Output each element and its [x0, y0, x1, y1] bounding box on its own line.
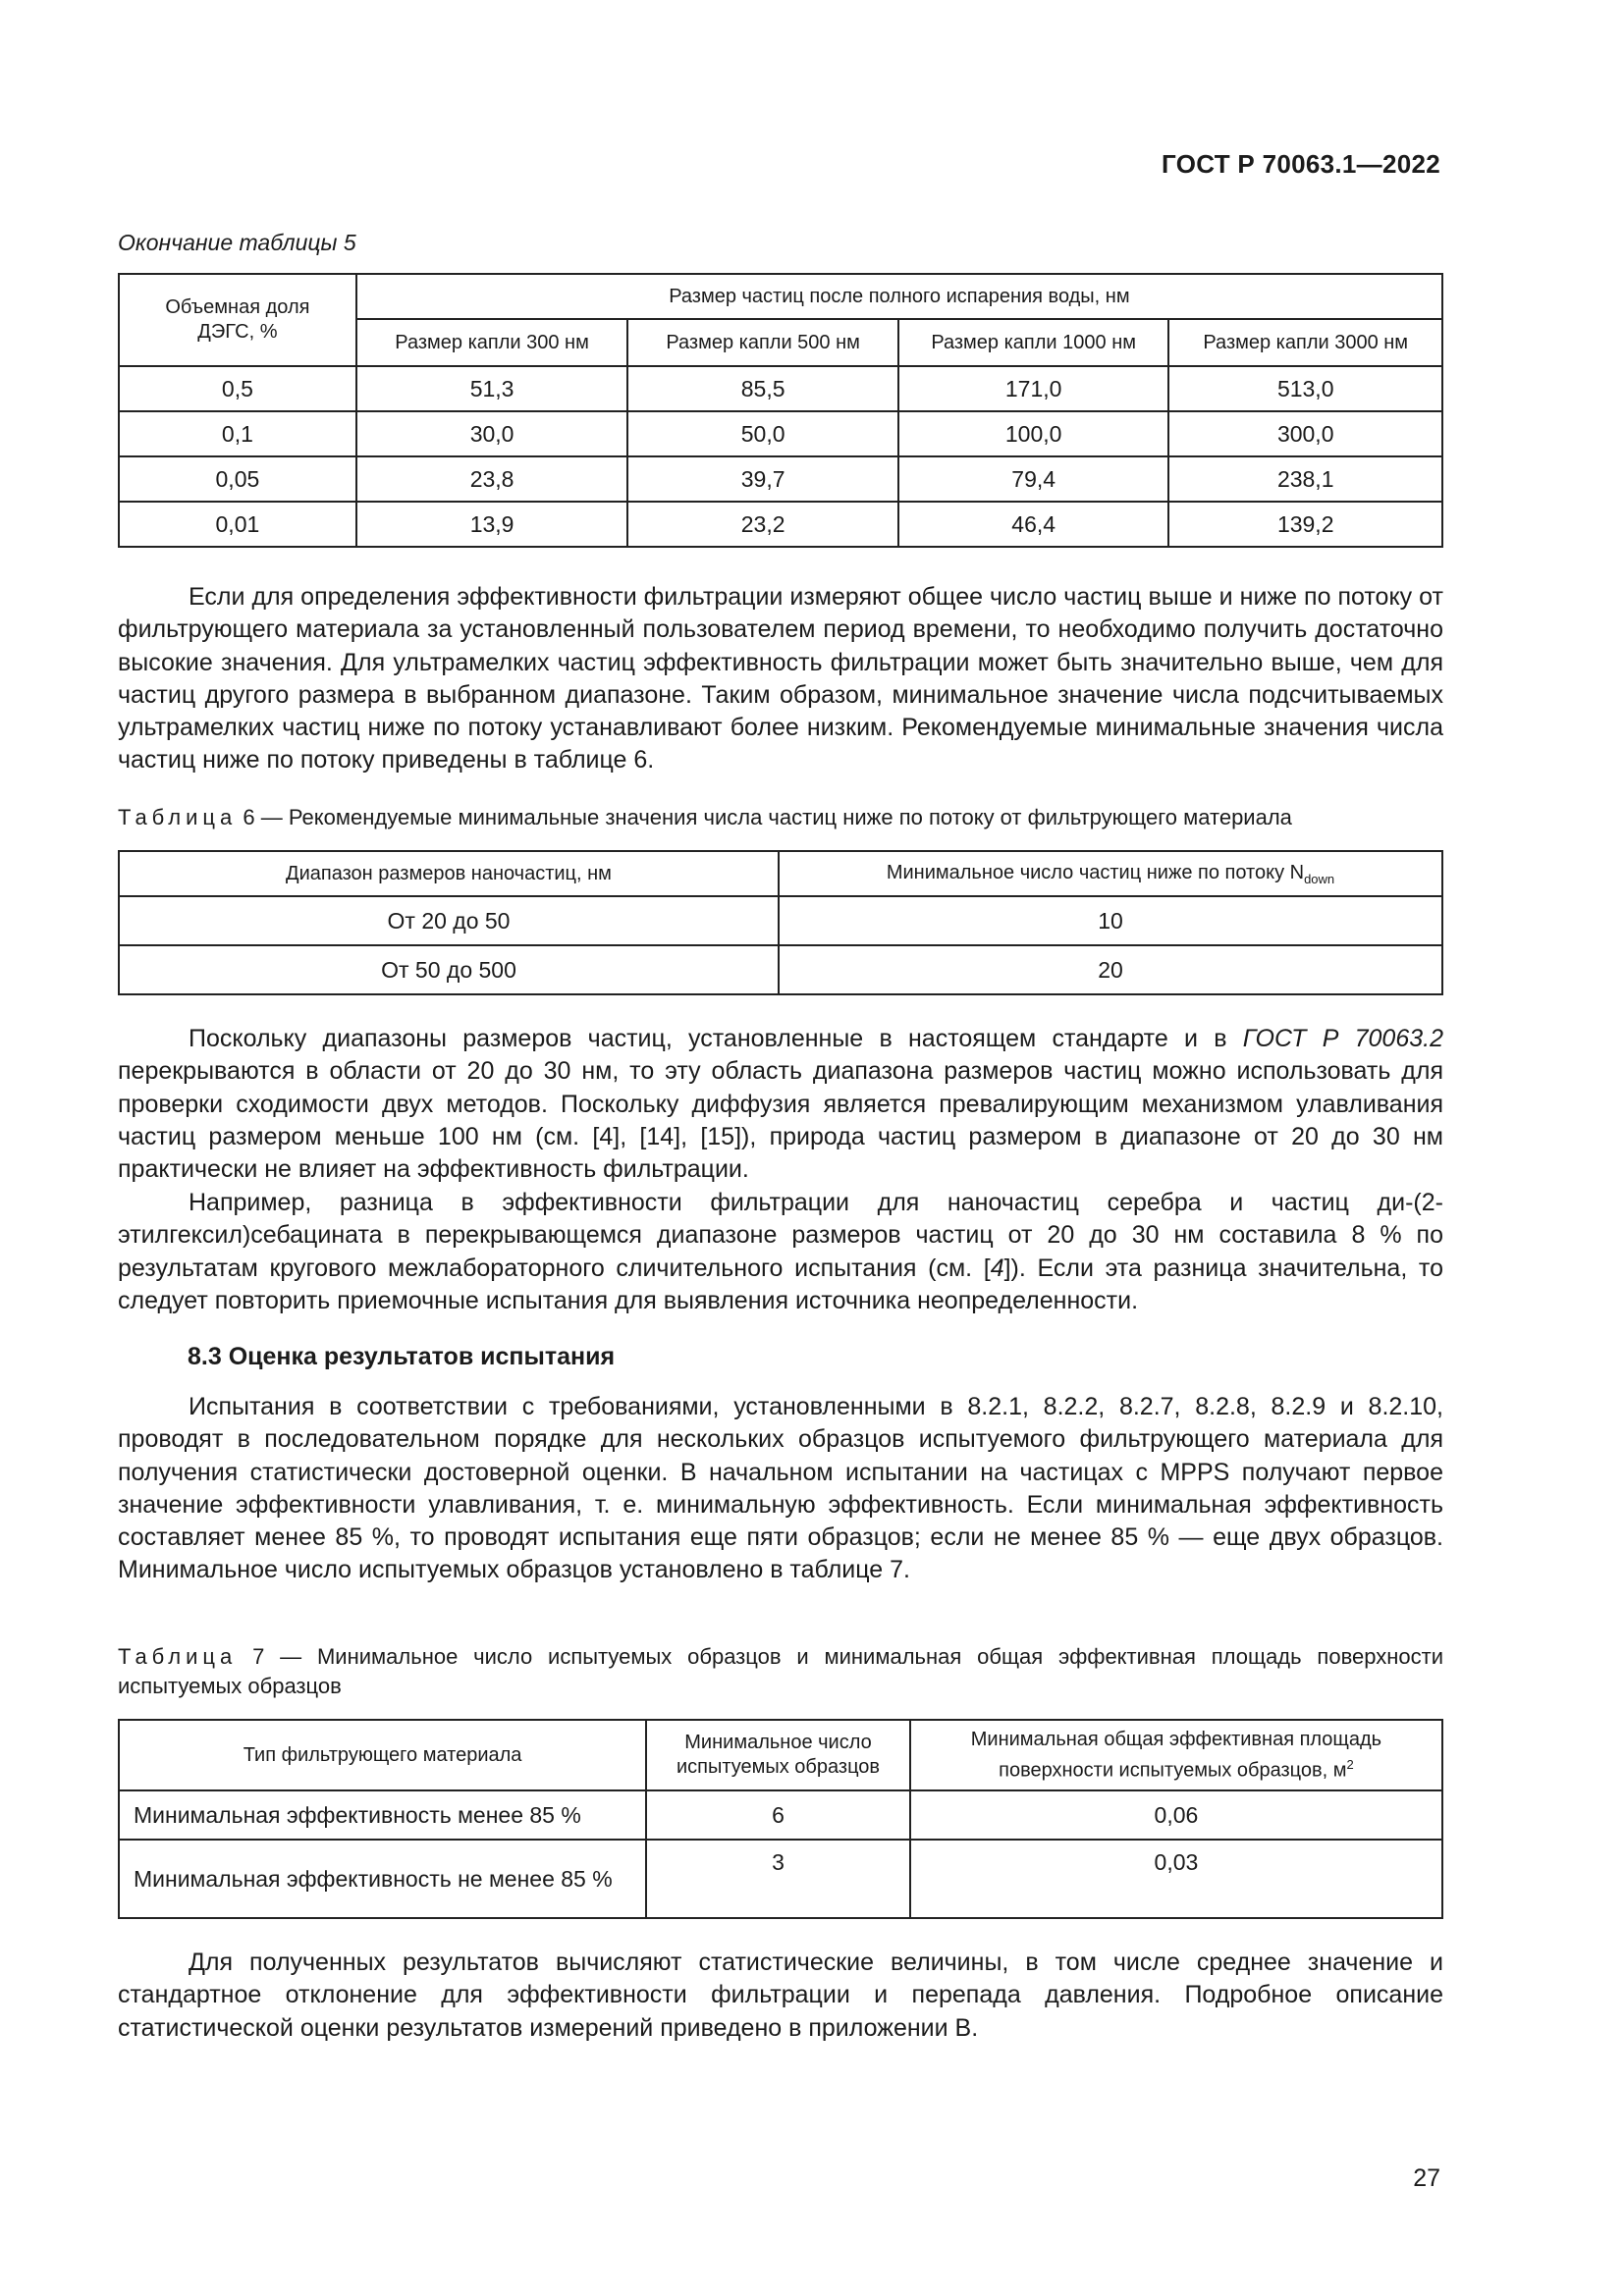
table6-title-text: 6 — Рекомендуемые минимальные значения числа частиц ниже по потоку от фильтрующего материала [243, 805, 1292, 829]
table-row [119, 502, 1442, 547]
table5-subheader: Размер капли 1000 нм [898, 319, 1169, 366]
table-cell: 10 [779, 896, 1442, 945]
table-row [119, 1790, 1442, 1840]
paragraph-size-ranges [118, 1023, 1443, 1186]
table-cell: 85,5 [627, 366, 898, 411]
table7-header-superscript: 2 [1346, 1756, 1354, 1772]
table-cell: 0,01 [119, 502, 356, 547]
table-cell: 513,0 [1168, 366, 1442, 411]
paragraph-test-evaluation: Испытания в соответствии с требованиями, установленными в 8.2.1, 8.2.2, 8.2.7, 8.2.8, 8.2.9 и 8.2.10, проводят в последовательном порядке для нескольких образцов испытуемого фильтрующего материала для получения статистически достоверной оценки. В начальном испытании на частицах с MPPS получают первое значение эффективности улавливания, т. е. минимальную эффективность. Если минимальная эффективность составляет менее 85 %, то проводят испытания еще пяти образцов; если не менее 85 % — еще двух образцов. Минимальное число испытуемых образцов установлено в таблице 7. [118, 1393, 1443, 1584]
table-cell: 30,0 [356, 411, 628, 456]
table-cell: 20 [779, 945, 1442, 994]
table5-header-volume-fraction: Объемная доля ДЭГС, % [119, 274, 356, 366]
table7-title [118, 1642, 1443, 1701]
table-cell: 51,3 [356, 366, 628, 411]
table-cell: 50,0 [627, 411, 898, 456]
table-cell: 46,4 [898, 502, 1169, 547]
table-7 [118, 1719, 1443, 1919]
paragraph2-part1: Поскольку диапазоны размеров частиц, установленные в настоящем стандарте и в [189, 1025, 1243, 1052]
table7-header-area-text: Минимальная общая эффективная площадь поверхности испытуемых образцов, м [970, 1728, 1382, 1782]
table-cell: От 20 до 50 [119, 896, 779, 945]
table5-subheader: Размер капли 500 нм [627, 319, 898, 366]
table7-header-sample-count: Минимальное число испытуемых образцов [646, 1720, 910, 1790]
table-cell: 238,1 [1168, 456, 1442, 502]
table-6 [118, 850, 1443, 995]
table-cell: 3 [646, 1840, 910, 1918]
table7-header-area [910, 1720, 1442, 1790]
table5-continuation-caption: Окончание таблицы 5 [118, 230, 356, 255]
table-row [119, 896, 1442, 945]
table-cell: 23,2 [627, 502, 898, 547]
table6-label: Таблица [118, 805, 238, 829]
table6-header-min-count-text: Минимальное число частиц ниже по потоку N [886, 861, 1305, 883]
table6-header-range: Диапазон размеров наночастиц, нм [119, 851, 779, 896]
table-row [119, 945, 1442, 994]
table-cell: 6 [646, 1790, 910, 1840]
paragraph-example [118, 1187, 1443, 1317]
table-cell: 100,0 [898, 411, 1169, 456]
table-cell: 0,03 [910, 1840, 1442, 1918]
table-row [119, 366, 1442, 411]
table5-subheader: Размер капли 3000 нм [1168, 319, 1442, 366]
paragraph3-part1: Например, разница в эффективности фильтрации для наночастиц серебра и частиц ди-(2-этилгексил)себацината в перекрывающемся диапазоне размеров частиц от 20 до 30 нм составила 8 % по результатам кругового межлабораторного сличительного испытания (см. [ [118, 1189, 1443, 1282]
paragraph-statistics: Для полученных результатов вычисляют статистические величины, в том числе среднее значение и стандартное отклонение для эффективности фильтрации и перепада давления. Подробное описание статистической оценки результатов измерений приведено в приложении В. [118, 1949, 1443, 2042]
table-cell: 13,9 [356, 502, 628, 547]
table-5 [118, 273, 1443, 548]
table6-header-subscript: down [1304, 871, 1335, 886]
paragraph-particle-count: Если для определения эффективности фильтрации измеряют общее число частиц выше и ниже по потоку от фильтрующего материала за установленный пользователем период времени, то необходимо получить достаточно высокие значения. Для ультрамелких частиц эффективность фильтрации может быть значительно выше, чем для частиц другого размера в выбранном диапазоне. Таким образом, минимальное значение числа подсчитываемых ультрамелких частиц ниже по потоку устанавливают более низким. Рекомендуемые минимальные значения числа частиц ниже по потоку приведены в таблице 6. [118, 583, 1443, 774]
table-row [119, 1840, 1442, 1918]
paragraph3-part2: ]). Если эта разница значительна, то следует повторить приемочные испытания для выявления источника неопределенности. [118, 1254, 1443, 1314]
gost-reference: ГОСТ Р 70063.2 [1242, 1025, 1443, 1052]
table6-title [118, 803, 1443, 832]
table5-header-particle-size: Размер частиц после полного испарения воды, нм [356, 274, 1442, 319]
table-row [119, 456, 1442, 502]
table-cell: Минимальная эффективность не менее 85 % [119, 1840, 646, 1918]
page-number: 27 [1413, 2164, 1440, 2192]
paragraph2-part2: перекрываются в области от 20 до 30 нм, то эту область диапазона размеров частиц можно использовать для проверки сходимости двух методов. Поскольку диффузия является превалирующим механизмом улавливания частиц размером меньше 100 нм (см. [4], [14], [15]), природа частиц размером в диапазоне от 20 до 30 нм практически не влияет на эффективность фильтрации. [118, 1057, 1443, 1184]
table-cell: 79,4 [898, 456, 1169, 502]
table5-subheader: Размер капли 300 нм [356, 319, 628, 366]
table-cell: 139,2 [1168, 502, 1442, 547]
table-cell: От 50 до 500 [119, 945, 779, 994]
table-cell: Минимальная эффективность менее 85 % [119, 1790, 646, 1840]
table-cell: 0,05 [119, 456, 356, 502]
table-cell: 300,0 [1168, 411, 1442, 456]
table7-title-text: 7 — Минимальное число испытуемых образцов и минимальная общая эффективная площадь поверхности испытуемых образцов [118, 1644, 1443, 1698]
table7-label: Таблица [118, 1644, 238, 1669]
table7-header-material-type: Тип фильтрующего материала [119, 1720, 646, 1790]
table-cell: 23,8 [356, 456, 628, 502]
section-heading: 8.3 Оценка результатов испытания [188, 1343, 616, 1370]
table6-header-min-count [779, 851, 1442, 896]
table-cell: 0,06 [910, 1790, 1442, 1840]
document-code: ГОСТ Р 70063.1—2022 [1162, 149, 1440, 179]
table-cell: 171,0 [898, 366, 1169, 411]
table-cell: 39,7 [627, 456, 898, 502]
bibliography-reference: 4 [990, 1254, 1004, 1282]
table-cell: 0,5 [119, 366, 356, 411]
table-cell: 0,1 [119, 411, 356, 456]
table-row [119, 411, 1442, 456]
